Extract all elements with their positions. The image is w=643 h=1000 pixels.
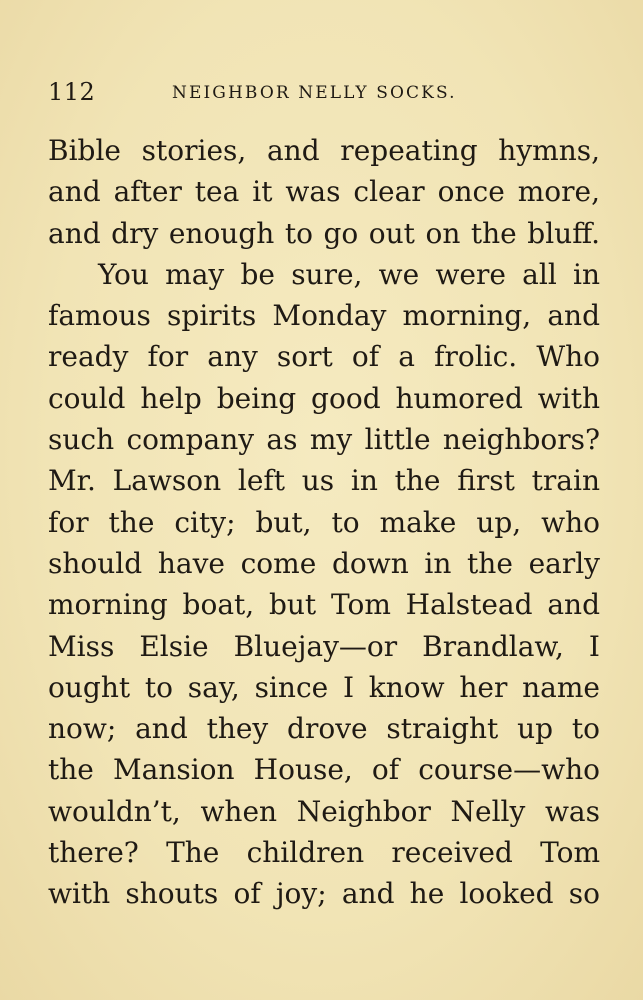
text-line: Mr. Lawson left us in the first train	[48, 464, 600, 498]
text-line: there? The children received Tom	[48, 836, 600, 870]
text-line: morning boat, but Tom Halstead and	[48, 588, 600, 622]
running-title: NEIGHBOR NELLY SOCKS.	[172, 83, 457, 103]
text-line: and dry enough to go out on the bluff.	[48, 216, 600, 250]
text-line: Miss Elsie Bluejay—or Brandlaw, I	[48, 629, 600, 663]
text-line: and after tea it was clear once more,	[48, 175, 600, 209]
text-line: could help being good humored with	[48, 381, 600, 415]
text-line: famous spirits Monday morning, and	[48, 299, 600, 333]
text-line: now; and they drove straight up to	[48, 712, 600, 746]
text-line: the Mansion House, of course—who	[48, 753, 600, 787]
body-text	[48, 130, 600, 915]
page-header	[48, 78, 608, 108]
text-line: should have come down in the early	[48, 546, 600, 580]
text-line: for the city; but, to make up, who	[48, 505, 600, 539]
paragraph-first-line: You may be sure, we were all in	[98, 257, 600, 291]
text-line: ought to say, since I know her name	[48, 670, 600, 704]
text-line: Bible stories, and repeating hymns,	[48, 134, 600, 167]
text-line: such company as my little neighbors?	[48, 423, 600, 457]
page-number: 112	[48, 78, 96, 106]
text-line: with shouts of joy; and he looked so	[48, 877, 600, 911]
text-line: ready for any sort of a frolic. Who	[48, 340, 600, 374]
text-line: wouldn’t, when Neighbor Nelly was	[48, 794, 600, 828]
